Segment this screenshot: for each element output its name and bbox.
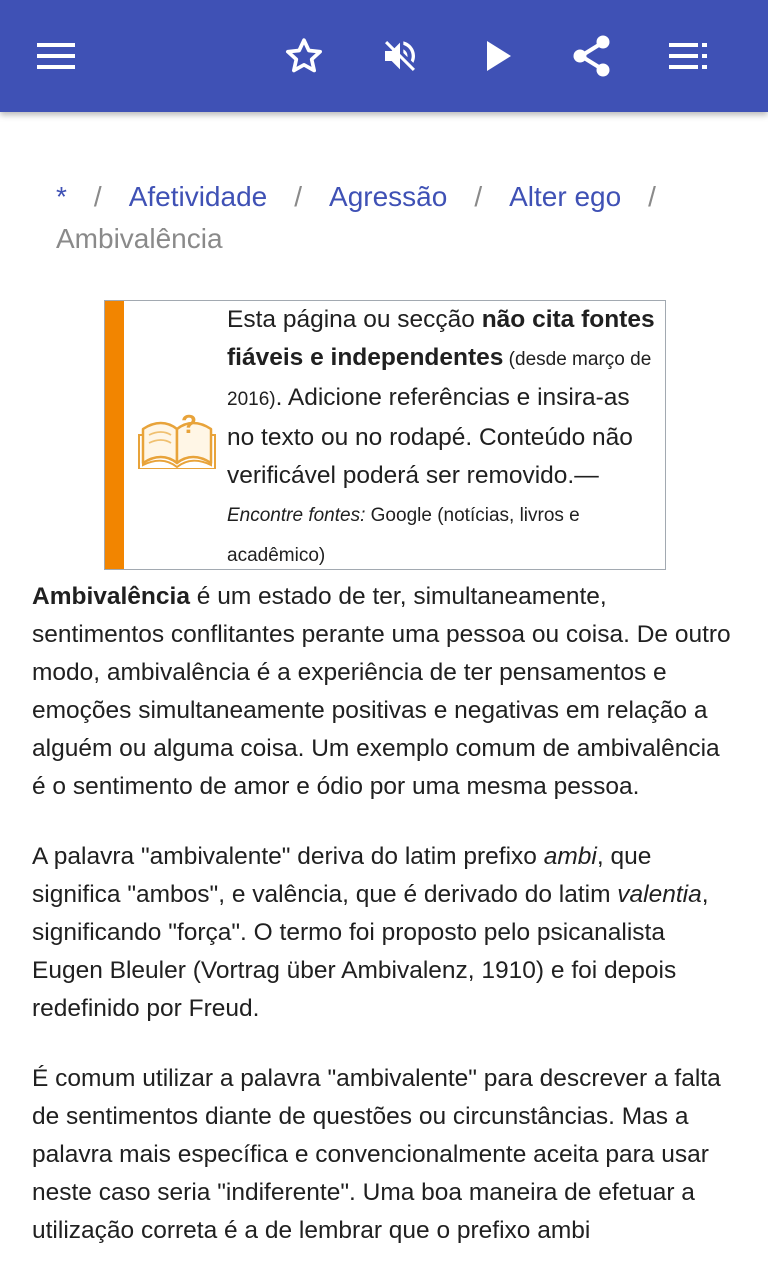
paragraph-2 (32, 838, 738, 1028)
star-outline-icon[interactable] (276, 28, 332, 84)
notice-date: (desde março de 2016) (227, 349, 652, 410)
notice-find-sources: Encontre fontes: (227, 505, 366, 526)
breadcrumb (56, 176, 736, 260)
breadcrumb-separator: / (93, 181, 102, 212)
svg-text:?: ? (181, 409, 197, 439)
paragraph-1-text: é um estado de ter, simultaneamente, sentimentos conflitantes perante uma pessoa ou coisa. De outro modo, ambivalência é a experiência de ter pensamentos e emoções simultaneamente positivas e negativas em relação a alguém ou alguma coisa. Um exemplo comum de ambivalência é o sentimento de amor e ódio por uma mesma pessoa. (32, 583, 731, 800)
play-icon[interactable] (470, 28, 526, 84)
paragraph-2-text-c: , significando "força". O termo foi proposto pelo psicanalista Eugen Bleuler (Vortrag über Ambivalenz, 1910) e foi depois redefinido por Freud. (32, 881, 709, 1022)
breadcrumb-link-afetividade[interactable]: Afetividade (128, 181, 268, 212)
open-book-question-icon (137, 401, 217, 469)
paragraph-2-text-a: A palavra "ambivalente" deriva do latim prefixo (32, 843, 544, 870)
notice-bold: não cita fontes fiáveis e independentes (227, 306, 655, 371)
term-valentia: valentia (617, 881, 702, 908)
app-toolbar (0, 0, 768, 112)
breadcrumb-separator: / (648, 181, 656, 212)
notice-text (227, 301, 659, 575)
menu-icon[interactable] (28, 28, 84, 84)
article-term: Ambivalência (32, 583, 190, 610)
breadcrumb-link-home[interactable]: * (56, 181, 67, 212)
paragraph-2-text-b: , que significa "ambos", e valência, que é derivado do latim (32, 843, 652, 908)
breadcrumb-separator: / (294, 181, 303, 212)
paragraph-3: É comum utilizar a palavra "ambivalente" para descrever a falta de sentimentos diante de questões ou circunstâncias. Mas a palavra mais específica e convencionalmente aceita para usar neste caso seria "indiferente". Uma boa maneira de efetuar a utilização correta é a de lembrar que o prefixo ambi (32, 1065, 721, 1244)
share-icon[interactable] (564, 28, 620, 84)
breadcrumb-link-alter-ego[interactable]: Alter ego (509, 181, 622, 212)
list-icon[interactable] (660, 28, 716, 84)
breadcrumb-current: Ambivalência (56, 223, 223, 254)
term-ambi: ambi (543, 843, 597, 870)
maintenance-notice (104, 300, 666, 570)
paragraph-1 (32, 578, 738, 806)
article-body (32, 578, 738, 1282)
notice-sources-links[interactable]: Google (notícias, livros e acadêmico) (227, 505, 580, 566)
breadcrumb-separator: / (474, 181, 483, 212)
volume-off-icon[interactable] (372, 28, 428, 84)
notice-text-2: . Adicione referências e insira-as no texto ou no rodapé. Conteúdo não verificável poderá ser removido.— (227, 384, 633, 489)
notice-text-1: Esta página ou secção (227, 306, 482, 333)
breadcrumb-link-agressao[interactable]: Agressão (329, 181, 448, 212)
notice-accent-bar (105, 301, 124, 569)
